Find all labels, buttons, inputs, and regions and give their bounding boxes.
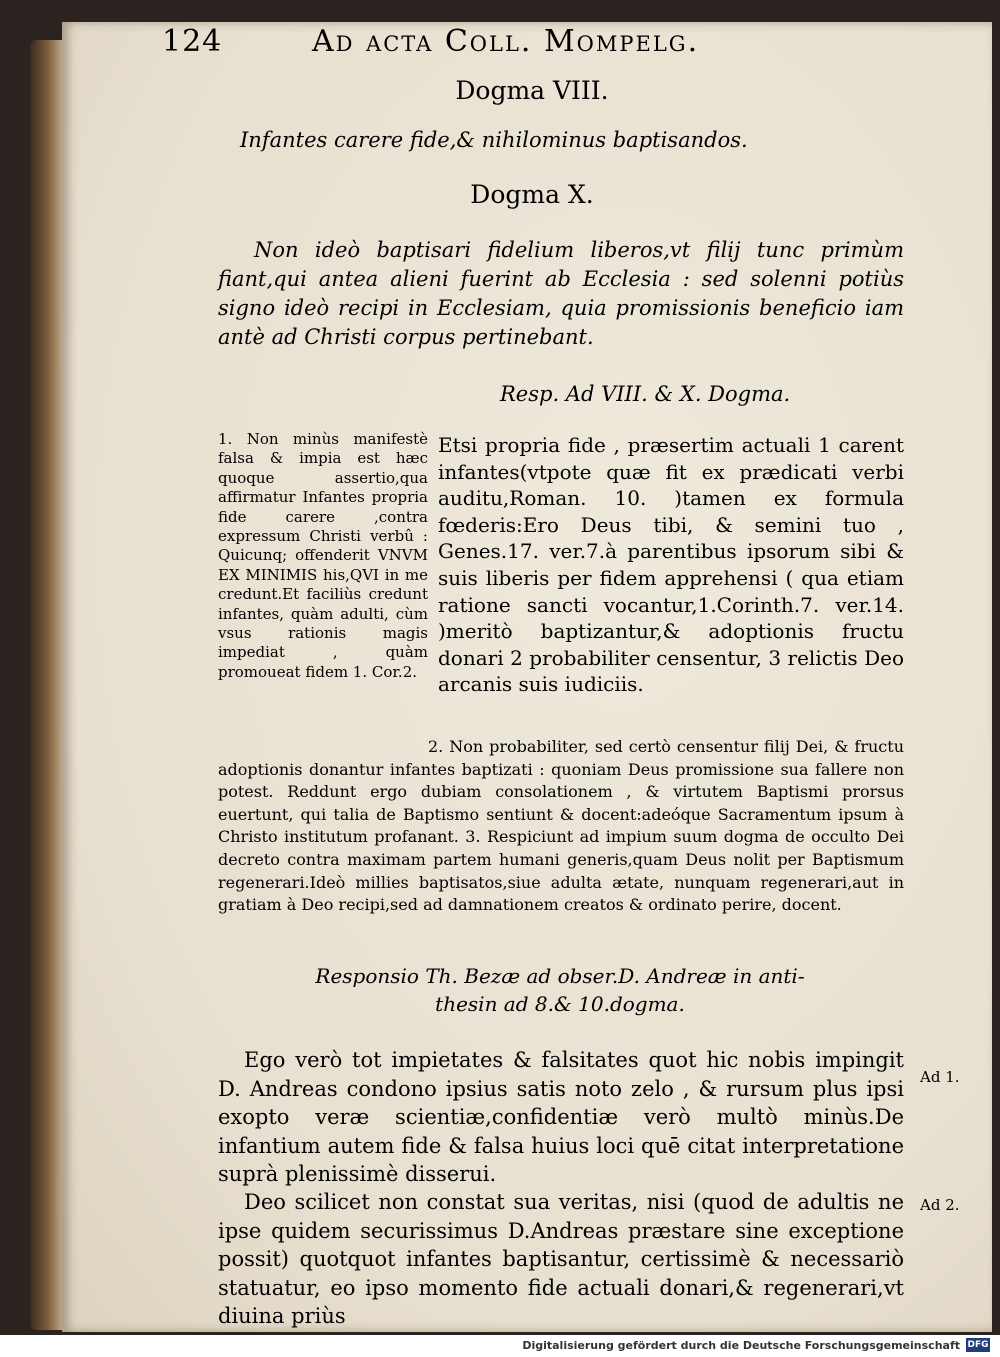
dogma-10-text: Non ideò baptisari fidelium liberos,vt filij tunc primùm fiant,qui antea alieni fuerint ab Ecclesia : sed solenni potiùs signo ideò recipi in Ecclesiam, quia promissionis beneficio iam antè ad Christi corpus pertinebant.	[218, 238, 904, 349]
responsio-paragraph-2: Deo scilicet non constat sua veritas, nisi (quod de adultis ne ipse quidem securissimus D.Andreas præstare sine exceptione possit) quotquot infantes baptisantur, certissimè & necessariò statuatur, eo ipso momento fide actuali donari,& regenerari,vt diuina priùs	[218, 1190, 904, 1328]
footer-credit: Digitalisierung gefördert durch die Deutsche Forschungsgemeinschaft	[522, 1339, 960, 1352]
book-page-edge	[30, 40, 64, 1330]
dogma-8-title: Dogma VIII.	[455, 76, 609, 105]
page-number: 124	[162, 24, 223, 59]
responsio-paragraph-1: Ego verò tot impietates & falsitates quot hic nobis impingit D. Andreas condono ipsius satis noto zelo , & rursum plus ipsi exopto veræ scientiæ,confidentiæ verò multò minùs.De infantium autem fide & falsa huius loci quē citat interpretatione suprà plenissimè disserui.	[218, 1048, 904, 1186]
dogma-10-title: Dogma X.	[470, 180, 594, 209]
running-title: Ad acta Coll. Mompelg.	[312, 24, 700, 59]
main-text: Etsi propria fide , præsertim actuali 1 carent infantes(vtpote quæ fit ex prædicati verbi auditu,Roman. 10. )tamen ex formula fœderis:Ero Deus tibi, & semini tuo , Genes.17. ver.7.à parentibus ipsorum sibi & suis liberis per fidem apprehensi ( qua etiam ratione sancti vocantur,1.Corinth.7. ver.14. )meritò baptizantur,& adoptionis fructu donari 2 probabiliter censentur, 3 relictis Deo arcanis suis iudiciis.	[438, 433, 904, 697]
dfg-logo-icon: DFG	[967, 1340, 989, 1350]
margin-note-1: 1. Non minùs manifestè falsa & impia est hæc quoque assertio,qua affirmatur Infantes propria fide carere ,contra expressum Christi verbû : Quicunq; offenderit VNVM EX MINIMIS his,QVI in me credunt.Et faciliùs credunt infantes, quàm adulti, cùm vsus rationis magis impediat , quàm promoueat fidem 1. Cor.2.	[218, 430, 428, 681]
notes-text: 2. Non probabiliter, sed certò censentur filij Dei, & fructu adoptionis donantur infantes baptizati : quoniam Deus promissione sua fallere non potest. Reddunt ergo dubiam consolationem , & virtutem Baptismi prorsus euertunt, qui talia de Baptismo sentiunt & docent:adeóque Sacramentum ipsum à Christo institutum profanant. 3. Respiciunt ad impium suum dogma de occulto Dei decreto contra maximam partem humani generis,quam Deus nolit per Baptismum regenerari.Ideò millies baptisatos,siue adulta ætate, nunquam regenerari,aut in gratiam à Deo recipi,sed ad damnationem creatos & ordinato perire, docent.	[218, 737, 904, 915]
responsio-heading-line2: thesin ad 8.& 10.dogma.	[435, 992, 685, 1016]
footer-bar	[0, 1335, 1000, 1357]
side-note-ad-2: Ad 2.	[920, 1196, 960, 1214]
running-head	[162, 18, 922, 62]
side-note-ad-1: Ad 1.	[920, 1068, 960, 1086]
dogma-8-text: Infantes carere fide,& nihilominus baptisandos.	[240, 128, 748, 152]
response-heading: Resp. Ad VIII. & X. Dogma.	[500, 382, 791, 406]
responsio-heading	[240, 962, 880, 1018]
responsio-heading-line1: Responsio Th. Bezæ ad obser.D. Andreæ in anti-	[315, 964, 805, 988]
